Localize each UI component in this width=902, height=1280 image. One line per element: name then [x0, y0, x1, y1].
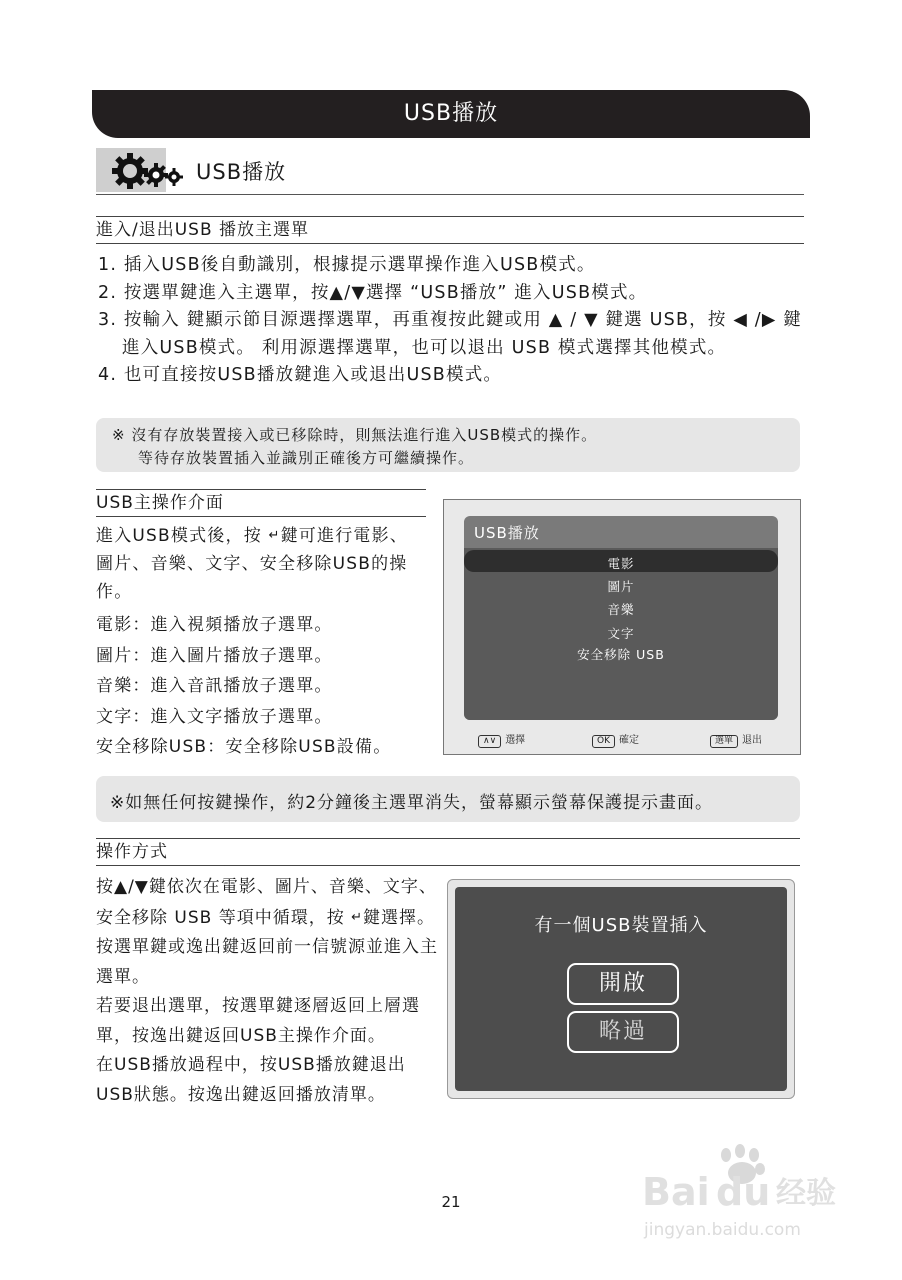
function-item: 圖片：進入圖片播放子選單。	[96, 645, 333, 666]
function-item: 音樂：進入音訊播放子選單。	[96, 676, 333, 696]
step-item: 3. 按輸入 鍵顯示節目源選擇選單，再重複按此鍵或用 ▲ / ▼ 鍵選 USB，按 ◀ /▶ 鍵進入USB模式。 利用源選擇選單，也可以退出 USB 模式選擇其他模式。	[98, 310, 802, 358]
operation-p1b: 鍵選擇。	[363, 907, 436, 928]
open-button[interactable]: 開啟	[567, 963, 679, 1005]
footer-ok-hint	[592, 731, 639, 748]
function-item: 文字：進入文字播放子選單。	[96, 706, 333, 727]
function-item: 電影：進入視頻播放子選單。	[96, 615, 333, 635]
device-note-line2: 等待存放裝置插入並識別正確後方可繼續操作。	[138, 449, 475, 467]
footer-exit-hint	[710, 731, 762, 748]
intro-text-b: 鍵可進行電影、圖片、音樂、文字、安全移除USB的操作。	[96, 526, 409, 602]
operation-p1a: 按▲/▼鍵依次在電影、圖片、音樂、文字、安全移除 USB 等項中循環，按	[96, 877, 437, 928]
baidu-watermark-logo	[636, 1143, 846, 1243]
main-interface-text	[96, 522, 426, 763]
operation-text	[96, 873, 441, 1110]
enter-exit-heading: 進入/退出USB 播放主選單	[96, 216, 804, 244]
operation-paragraph: 按選單鍵或逸出鍵返回前一信號源並進入主選單。	[96, 937, 438, 987]
operation-heading: 操作方式	[96, 838, 800, 866]
dialog-message: 有一個USB裝置插入	[534, 915, 708, 936]
page-number: 21	[441, 1193, 461, 1211]
page-header-bar	[92, 90, 810, 138]
section-banner	[96, 148, 804, 195]
page-header-title: USB播放	[403, 101, 499, 126]
menu-item-safe-remove[interactable]: 安全移除 USB	[577, 647, 665, 662]
svg-text:jingyan.baidu.com: jingyan.baidu.com	[644, 1220, 801, 1240]
tv-screen	[464, 516, 778, 720]
device-note-box	[96, 418, 800, 472]
menu-item-text[interactable]: 文字	[607, 626, 635, 641]
step-item: 2. 按選單鍵進入主選單，按▲/▼選擇 “USB播放” 進入USB模式。	[98, 282, 648, 303]
footer-exit-label: 退出	[742, 735, 763, 746]
footer-select-hint	[478, 731, 525, 748]
nav-keys-icon: ∧∨	[478, 735, 501, 748]
enter-key-icon: ↵	[268, 528, 281, 543]
main-interface-intro	[96, 522, 426, 606]
device-note-line1: ※ 沒有存放裝置接入或已移除時，則無法進行進入USB模式的操作。	[112, 426, 598, 444]
operation-paragraph: 在USB播放過程中，按USB播放鍵退出USB狀態。按逸出鍵返回播放清單。	[96, 1055, 406, 1105]
enter-key-icon: ↵	[351, 909, 364, 925]
menu-item-movie[interactable]: 電影	[607, 556, 635, 571]
dialog-screen	[455, 887, 787, 1091]
main-interface-heading: USB主操作介面	[96, 489, 426, 517]
timeout-note-text: ※如無任何按鍵操作，約2分鐘後主選單消失，螢幕顯示螢幕保護提示畫面。	[110, 793, 714, 813]
svg-text:du: du	[716, 1170, 771, 1214]
skip-button[interactable]: 略過	[567, 1011, 679, 1053]
timeout-note-box	[96, 776, 800, 822]
step-item: 4. 也可直接按USB播放鍵進入或退出USB模式。	[98, 365, 503, 385]
ok-key: OK	[592, 735, 615, 748]
operation-paragraph: 若要退出選單，按選單鍵逐層返回上層選單，按逸出鍵返回USB主操作介面。	[96, 996, 420, 1046]
footer-ok-label: 確定	[619, 735, 639, 746]
tv-menu-title: USB播放	[474, 524, 540, 542]
svg-text:Bai: Bai	[642, 1170, 710, 1214]
usb-menu-screenshot	[443, 499, 801, 755]
gears-icon	[110, 151, 184, 191]
function-item: 安全移除USB：安全移除USB設備。	[96, 737, 392, 757]
operation-paragraph	[96, 873, 441, 933]
step-item: 1. 插入USB後自動識別，根據提示選單操作進入USB模式。	[98, 255, 596, 275]
tv-menu-panel	[464, 548, 778, 720]
menu-key: 選單	[710, 735, 738, 748]
enter-exit-steps	[98, 252, 808, 390]
intro-text-a: 進入USB模式後，按	[96, 526, 262, 546]
svg-text:经验: 经验	[776, 1176, 836, 1211]
usb-inserted-dialog-screenshot	[447, 879, 795, 1099]
menu-item-music[interactable]: 音樂	[607, 602, 635, 617]
footer-select-label: 選擇	[505, 735, 526, 746]
section-title: USB播放	[196, 160, 287, 184]
menu-item-photo[interactable]: 圖片	[607, 579, 635, 594]
